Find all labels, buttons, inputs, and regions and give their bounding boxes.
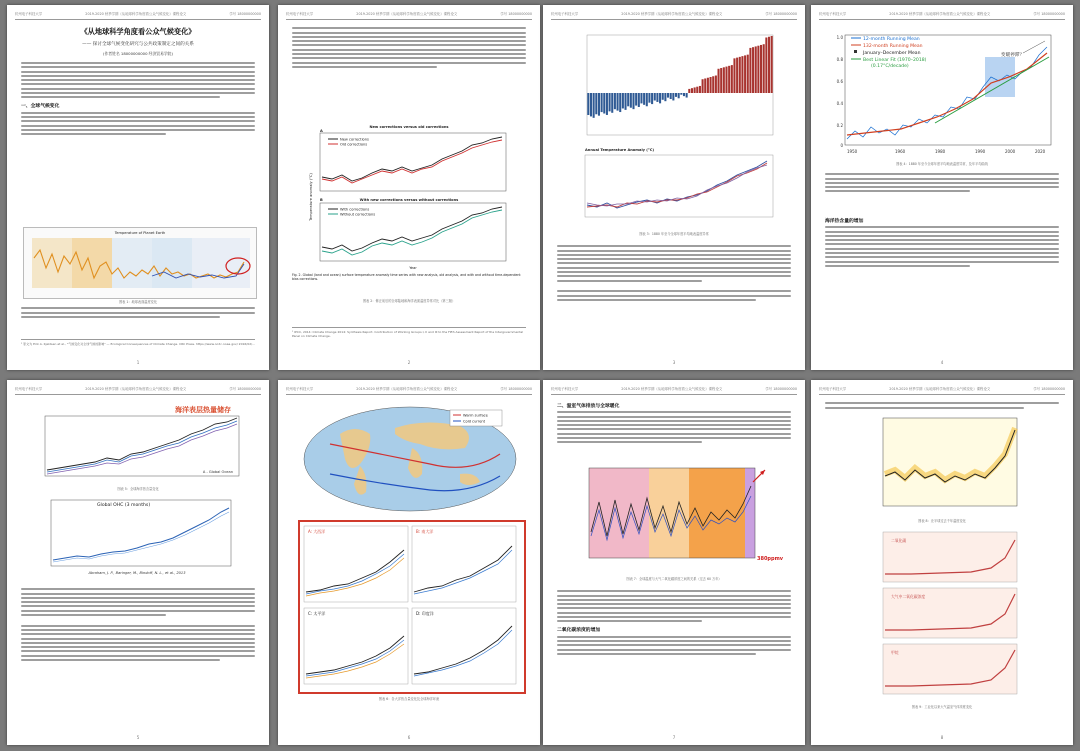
svg-text:Year: Year [409, 266, 417, 270]
figure-caption: 图表 7：全球温度与大气二氧化碳浓度之间的关系（过去 60 万年） [626, 577, 722, 581]
document-page-8[interactable] [811, 380, 1073, 745]
page-header: 杭州电子科技大学 2019-2020 秋季学期《从地球科学角度看公众气候变化》课程论文 学号 18000000000 [551, 386, 797, 395]
anomaly-bar [755, 46, 757, 93]
figure-caption: 图表 4：1880 年至今全球年度平均地表温度异常，及年平均曲线 [896, 162, 988, 166]
page-number: 3 [672, 360, 676, 365]
anomaly-bar [688, 89, 690, 93]
svg-text:132-month Running Mean: 132-month Running Mean [863, 44, 923, 49]
svg-text:A: A [320, 129, 323, 133]
anomaly-bar [744, 55, 746, 93]
panel-southern-ocean [412, 526, 516, 602]
page-number: 1 [136, 360, 140, 365]
anomaly-bar [683, 93, 685, 96]
anomaly-bar [627, 93, 629, 106]
anomaly-bar [760, 45, 762, 93]
figure-caption: 图表 8：北半球过去千年温度变化 [918, 519, 966, 523]
anomaly-bar [741, 56, 743, 93]
anomaly-bar [765, 37, 767, 93]
document-page-2[interactable] [278, 5, 540, 370]
svg-text:C: 太平洋: C: 太平洋 [308, 611, 326, 616]
anomaly-bar [640, 93, 642, 103]
anomaly-bar [699, 86, 701, 93]
page-header: 杭州电子科技大学 2019-2020 秋季学期《从地球科学角度看公众气候变化》课程论文 学号 18000000000 [819, 11, 1065, 20]
anomaly-bar [672, 93, 674, 100]
anomaly-bar [643, 93, 645, 105]
anomaly-bar [587, 93, 589, 115]
svg-text:1.0: 1.0 [836, 35, 843, 40]
svg-text:Old corrections: Old corrections [340, 142, 368, 147]
document-page-5[interactable] [7, 380, 269, 745]
svg-text:2000: 2000 [1005, 149, 1016, 154]
anomaly-bar [686, 93, 688, 98]
svg-text:New corrections: New corrections [340, 137, 369, 142]
svg-text:12-month Running Mean: 12-month Running Mean [863, 37, 920, 42]
anomaly-bar [723, 67, 725, 93]
anomaly-bar [707, 78, 709, 93]
anomaly-bar [739, 57, 741, 93]
anomaly-bar [603, 93, 605, 114]
anomaly-bar [702, 79, 704, 93]
ocean-heat-callout: 海洋表层热量储存 [175, 406, 231, 414]
svg-text:January–December Mean: January–December Mean [863, 51, 921, 56]
section-heading: 二、温室气体排放与全球暖化 [557, 404, 620, 409]
footnote: ¹ 原文为 Erik A. Kjeldsen et al., "气候变化对全球气候的影响" — Ecological Consequences of Climate Change. CRC Press. https://www.ncdc.noaa.gov/ 2016/02/... [21, 339, 255, 358]
svg-text:D: 印度洋: D: 印度洋 [416, 611, 434, 616]
anomaly-bar [704, 78, 706, 93]
svg-text:1980: 1980 [935, 149, 946, 154]
planet-temperature-chart [23, 227, 257, 299]
svg-text:Best Linear Fit (1970–2018): Best Linear Fit (1970–2018) [863, 58, 927, 63]
section-heading: 一、全球气候变化 [21, 104, 60, 110]
page-number: 2 [407, 360, 411, 365]
anomaly-bar [731, 65, 733, 93]
figure-caption: 图表 2：修正前后的全球陆地和海洋表面温度异常对比（第三版） [362, 299, 456, 303]
anomaly-bar [678, 93, 680, 98]
ocean-basin-panels [298, 520, 526, 694]
anomaly-bar [670, 93, 672, 99]
figure-note: Fig. 2. Global (land and ocean) surface temperature anomaly time series with new analysis, old analysis, and with and without time-dependent bias corrections. [292, 273, 521, 282]
paper-subtitle: —— 探讨全球气候变化研究与公共政策制定之间的关系 [82, 42, 194, 47]
svg-text:1960: 1960 [895, 149, 906, 154]
document-page-7[interactable] [543, 380, 805, 745]
document-page-3[interactable] [543, 5, 805, 370]
anomaly-bar [757, 46, 759, 93]
running-mean-chart [825, 27, 1063, 157]
anomaly-bar [696, 87, 698, 93]
panel-pacific [304, 608, 408, 684]
paper-title: 《从地球科学角度看公众气候变化》 [80, 27, 196, 36]
svg-text:二氧化碳: 二氧化碳 [891, 538, 907, 543]
anomaly-bar [715, 76, 717, 93]
chart-title: New corrections versus old corrections [369, 125, 449, 129]
anomaly-bar [606, 93, 608, 115]
svg-text:Abraham, J. P., Baringer, M.,: Abraham, J. P., Baringer, M., Bindoff, N. L., et al., 2013 [88, 571, 186, 575]
anomaly-bar [733, 58, 735, 93]
svg-text:With corrections: With corrections [340, 207, 370, 212]
svg-text:Cold current: Cold current [463, 419, 486, 424]
chart-title: Annual Temperature Anomaly (°C) [585, 148, 654, 152]
figure-caption: 图表 5：全球海洋热含量变化 [117, 487, 159, 491]
anomaly-bar [648, 93, 650, 103]
ocean-circulation-map [300, 404, 520, 514]
anomaly-bar [635, 93, 637, 106]
svg-text:大气中二氧化碳浓度: 大气中二氧化碳浓度 [891, 594, 926, 599]
svg-text:0.6: 0.6 [836, 79, 843, 84]
svg-text:(0.17°C/decade): (0.17°C/decade) [871, 64, 909, 69]
anomaly-bar [630, 93, 632, 108]
page-number: 8 [940, 735, 944, 740]
ocean-heat-chart [35, 400, 245, 484]
svg-text:Warm surface: Warm surface [463, 413, 488, 418]
page-header: 杭州电子科技大学 2019-2020 秋季学期《从地球科学角度看公众气候变化》课程论文 学号 18000000000 [15, 11, 261, 20]
chart-title: Temperature of Planet Earth [114, 231, 166, 235]
greenhouse-gas-concentration-chart [871, 530, 1021, 700]
anomaly-bar [611, 93, 613, 113]
svg-text:Global OHC (3 months): Global OHC (3 months) [97, 503, 151, 508]
svg-text:A: 大西洋: A: 大西洋 [308, 529, 326, 534]
anomaly-bar [667, 93, 669, 98]
figure-caption: 图表 9：工业化以来大气温室气体浓度变化 [911, 705, 973, 709]
annual-temperature-line-chart [579, 145, 777, 227]
anomaly-bar [625, 93, 627, 110]
document-page-1[interactable] [7, 5, 269, 370]
svg-text:0.4: 0.4 [836, 101, 843, 106]
anomaly-bar [712, 76, 714, 93]
anomaly-bar [619, 93, 621, 112]
anomaly-bar [651, 93, 653, 104]
pause-callout: 变暖停滞？ [1001, 53, 1024, 58]
svg-text:B: B [320, 198, 323, 202]
figure-caption: 图表 1：地球表面温度变化 [118, 300, 158, 304]
page-header: 杭州电子科技大学 2019-2020 秋季学期《从地球科学角度看公众气候变化》课程论文 学号 18000000000 [551, 11, 797, 20]
anomaly-bar [609, 93, 611, 111]
anomaly-bar [694, 87, 696, 93]
document-page-4[interactable] [811, 5, 1073, 370]
co2-temperature-chart [573, 462, 784, 572]
anomaly-bar [675, 93, 677, 97]
anomaly-bar [680, 93, 682, 95]
svg-text:1950: 1950 [847, 149, 858, 154]
page-number: 6 [407, 735, 411, 740]
anomaly-bar [718, 69, 720, 93]
anomaly-bar [622, 93, 624, 108]
svg-text:A - Global Ocean: A - Global Ocean [202, 470, 233, 474]
anomaly-bar [728, 66, 730, 93]
temperature-anomaly-bar-chart [579, 31, 777, 141]
anomaly-bar [614, 93, 616, 109]
svg-text:Temperature anomaly (°C): Temperature anomaly (°C) [309, 173, 313, 221]
svg-text:0.8: 0.8 [836, 57, 843, 62]
figure-caption: 图表 3：1880 年至今全球年度平均地表温度异常 [639, 232, 709, 236]
page-number: 5 [136, 735, 140, 740]
anomaly-bar [747, 55, 749, 93]
anomaly-bar [768, 37, 770, 93]
anomaly-bar [593, 93, 595, 118]
global-ohc-chart [37, 496, 237, 578]
anomaly-bar [598, 93, 600, 116]
svg-text:1990: 1990 [975, 149, 986, 154]
footnote: ¹ IPCC, 2014: Climate Change 2014: Synthesis Report. Contribution of Working Groups I, II and III to the Fifth Assessment Report of the Intergovernmental Panel on Climate Change. [292, 327, 526, 350]
anomaly-bar [691, 88, 693, 93]
svg-text:0.2: 0.2 [836, 123, 843, 128]
anomaly-bar [725, 67, 727, 93]
page-number: 4 [940, 360, 944, 365]
svg-text:With new corrections versus wi: With new corrections versus without corrections [359, 198, 459, 202]
svg-text:2020: 2020 [1035, 149, 1046, 154]
anomaly-bar [736, 58, 738, 93]
anomaly-bar [646, 93, 648, 106]
anomaly-bar [664, 93, 666, 101]
anomaly-bar [638, 93, 640, 107]
anomaly-bar [752, 47, 754, 93]
svg-text:0: 0 [840, 143, 843, 148]
anomaly-bar [662, 93, 664, 100]
co2-annotation: 380ppmv [757, 556, 784, 562]
anomaly-bar [656, 93, 658, 102]
anomaly-bar [601, 93, 603, 112]
author-line: (作者姓名 18000000000 经济贸易学院) [103, 51, 173, 56]
page-header: 杭州电子科技大学 2019-2020 秋季学期《从地球科学角度看公众气候变化》课程论文 学号 18000000000 [819, 386, 1065, 395]
figure-caption: 图表 6：各大洋热含量变化及全球海洋环流 [378, 697, 440, 701]
anomaly-bar [617, 93, 619, 111]
svg-text:Without corrections: Without corrections [340, 212, 376, 217]
document-page-6[interactable] [278, 380, 540, 745]
page-header: 杭州电子科技大学 2019-2020 秋季学期《从地球科学角度看公众气候变化》课程论文 学号 18000000000 [286, 386, 532, 395]
svg-text:B: 南大洋: B: 南大洋 [416, 529, 434, 534]
anomaly-bar [710, 77, 712, 93]
anomaly-bar [632, 93, 634, 109]
anomaly-bar [763, 44, 765, 93]
anomaly-bar [771, 36, 773, 93]
section-heading: 海洋热含量的增加 [825, 219, 864, 224]
anomaly-bar [659, 93, 661, 103]
anomaly-bar [595, 93, 597, 114]
svg-text:甲烷: 甲烷 [891, 650, 899, 655]
page-header: 杭州电子科技大学 2019-2020 秋季学期《从地球科学角度看公众气候变化》课程论文 学号 18000000000 [15, 386, 261, 395]
anomaly-bar [749, 48, 751, 93]
page-number: 7 [672, 735, 676, 740]
anomaly-bar [590, 93, 592, 116]
anomaly-bar [720, 68, 722, 93]
panel-atlantic [304, 526, 408, 602]
panel-indian-ocean [412, 608, 516, 684]
section-heading: 二氧化碳浓度的增加 [557, 628, 601, 634]
corrections-chart [306, 121, 512, 271]
page-header: 杭州电子科技大学 2019-2020 秋季学期《从地球科学角度看公众气候变化》课程论文 学号 18000000000 [286, 11, 532, 20]
anomaly-bar [654, 93, 656, 101]
millennial-temperature-chart [871, 414, 1021, 514]
